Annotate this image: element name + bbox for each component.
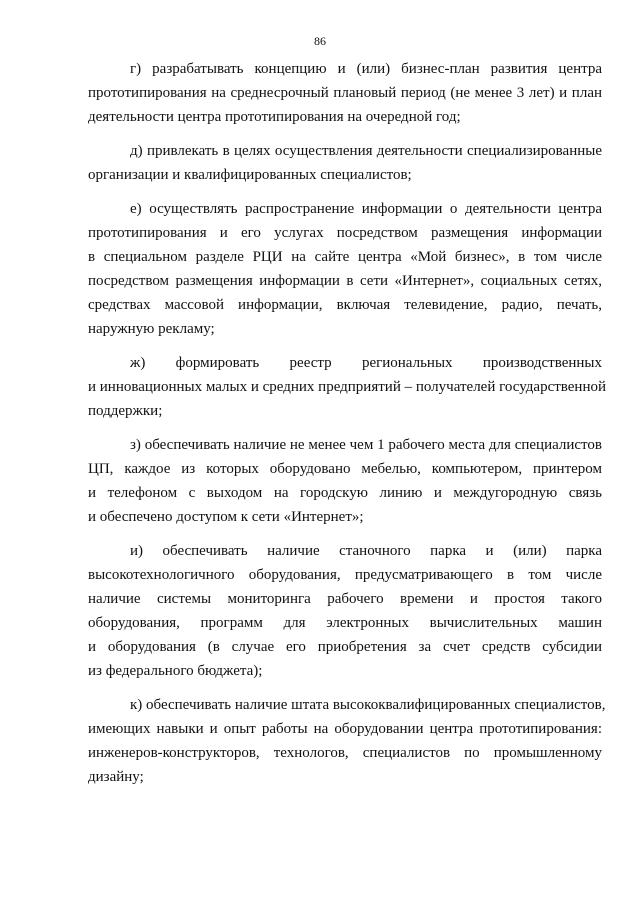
paragraph-k	[88, 693, 606, 789]
text-line: и) обеспечивать наличие станочного парка и (или) парка	[130, 543, 602, 559]
paragraph-zh	[88, 351, 607, 423]
text-line: в специальном разделе РЦИ на сайте центра «Мой бизнес», в том числе	[88, 249, 602, 265]
text-line: высокотехнологичного оборудования, предусматривающего в том числе	[88, 567, 602, 583]
text-line: наличие системы мониторинга рабочего времени и простоя такого	[88, 591, 602, 607]
text-line: д) привлекать в целях осуществления деятельности специализированные	[130, 143, 602, 159]
text-line: и обеспечено доступом к сети «Интернет»;	[88, 509, 364, 525]
text-line: из федерального бюджета);	[88, 663, 263, 679]
text-line: и оборудования (в случае его приобретения за счет средств субсидии	[88, 639, 602, 655]
paragraph-g	[88, 57, 602, 129]
text-line: ж) формировать реестр региональных производственных	[130, 355, 602, 371]
page-number: 86	[314, 34, 326, 48]
text-line: з) обеспечивать наличие не менее чем 1 рабочего места для специалистов	[130, 437, 602, 453]
text-line: посредством размещения информации в сети «Интернет», социальных сетях,	[88, 273, 602, 289]
text-line: и телефоном с выходом на городскую линию и междугородную связь	[88, 485, 602, 501]
text-line: организации и квалифицированных специалистов;	[88, 167, 412, 183]
document-body	[88, 57, 607, 789]
text-line: средствах массовой информации, включая телевидение, радио, печать,	[88, 297, 602, 313]
paragraph-d	[88, 139, 602, 187]
text-line: прототипирования на среднесрочный плановый период (не менее 3 лет) и план	[88, 85, 602, 101]
text-line: инженеров-конструкторов, технологов, специалистов по промышленному	[88, 745, 602, 761]
text-line: г) разрабатывать концепцию и (или) бизнес-план развития центра	[130, 61, 602, 77]
text-line: прототипирования и его услугах посредством размещения информации	[88, 225, 602, 241]
text-line: оборудования, программ для электронных вычислительных машин	[88, 615, 602, 631]
paragraph-i	[88, 539, 602, 683]
text-line: е) осуществлять распространение информации о деятельности центра	[130, 201, 602, 217]
text-line: дизайну;	[88, 769, 144, 785]
text-line: и инновационных малых и средних предприятий – получателей государственной	[88, 379, 607, 395]
text-line: наружную рекламу;	[88, 321, 215, 337]
paragraph-z	[88, 433, 602, 529]
text-line: поддержки;	[88, 403, 163, 419]
text-line: ЦП, каждое из которых оборудовано мебелью, компьютером, принтером	[88, 461, 602, 477]
text-line: имеющих навыки и опыт работы на оборудовании центра прототипирования:	[88, 721, 602, 737]
paragraph-e	[88, 197, 602, 341]
text-line: к) обеспечивать наличие штата высококвалифицированных специалистов,	[130, 697, 606, 713]
text-line: деятельности центра прототипирования на очередной год;	[88, 109, 461, 125]
